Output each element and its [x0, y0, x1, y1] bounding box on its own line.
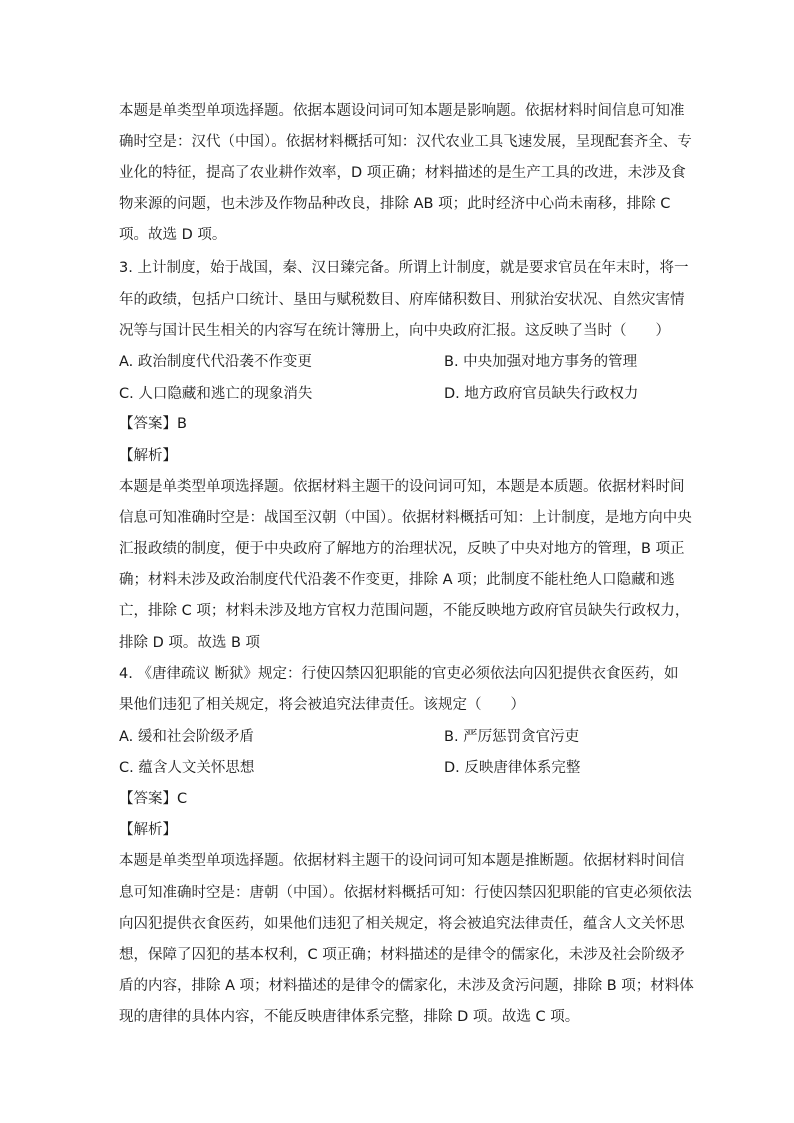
q3-stem-line-2: 年的政绩，包括户口统计、垦田与赋税数目、府库储积数目、刑狱治安状况、自然灾害情 [119, 292, 685, 308]
q2-analysis-line-3: 业化的特征，提高了农业耕作效率，D 项正确；材料描述的是生产工具的改进，未涉及食 [119, 165, 686, 181]
q4-option-d: D. 反映唐律体系完整 [444, 760, 581, 776]
q4-analysis-line-6: 现的唐律的具体内容，不能反映唐律体系完整，排除 D 项。故选 C 项。 [119, 1009, 580, 1025]
q3-stem-line-1: 3. 上计制度，始于战国，秦、汉日臻完备。所谓上计制度，就是要求官员在年末时，将一 [119, 260, 689, 276]
q4-analysis-label: 【解析】 [119, 822, 177, 838]
q4-analysis-line-2: 息可知准确时空是：唐朝（中国）。依据材料概括可知：行使囚禁囚犯职能的官吏必须依法 [119, 885, 692, 901]
q4-analysis-line-4: 想，保障了囚犯的基本权利，C 项正确；材料描述的是律令的儒家化，未涉及社会阶级矛 [119, 947, 685, 963]
q3-analysis-line-4: 确；材料未涉及政治制度代代沿袭不作变更，排除 A 项；此制度不能杜绝人口隐藏和逃 [119, 572, 675, 588]
q4-option-b: B. 严厉惩罚贪官污吏 [444, 729, 580, 745]
q4-stem-line-1: 4. 《唐律疏议 断狱》规定：行使囚禁囚犯职能的官吏必须依法向囚犯提供衣食医药，如 [119, 666, 679, 682]
q3-option-d: D. 地方政府官员缺失行政权力 [444, 386, 639, 402]
q2-analysis-line-4: 物来源的问题，也未涉及作物品种改良，排除 AB 项；此时经济中心尚未南移，排除 C [119, 196, 671, 212]
q3-analysis-line-6: 排除 D 项。故选 B 项 [119, 635, 261, 651]
q3-analysis-line-5: 亡，排除 C 项；材料未涉及地方官权力范围问题，不能反映地方政府官员缺失行政权力， [119, 603, 690, 619]
q3-analysis-line-2: 信息可知准确时空是：战国至汉朝（中国）。依据材料概括可知：上计制度，是地方向中央 [119, 510, 692, 526]
q4-analysis-line-1: 本题是单类型单项选择题。依据材料主题干的设问词可知本题是推断题。依据材料时间信 [119, 853, 685, 869]
q3-analysis-line-1: 本题是单类型单项选择题。依据材料主题干的设问词可知，本题是本质题。依据材料时间 [119, 479, 685, 495]
q4-analysis-line-3: 向囚犯提供衣食医药，如果他们违犯了相关规定，将会被追究法律责任，蕴含人文关怀思 [119, 916, 685, 932]
q3-option-a: A. 政治制度代代沿袭不作变更 [119, 354, 312, 370]
q4-answer: 【答案】C [119, 791, 188, 807]
q3-answer: 【答案】B [119, 416, 187, 432]
q3-option-c: C. 人口隐藏和逃亡的现象消失 [119, 386, 313, 402]
q2-analysis-line-2: 确时空是：汉代（中国）。依据材料概括可知：汉代农业工具飞速发展，呈现配套齐全、专 [119, 134, 692, 150]
q3-analysis-label: 【解析】 [119, 448, 177, 464]
q2-analysis-line-1: 本题是单类型单项选择题。依据本题设问词可知本题是影响题。依据材料时间信息可知准 [119, 103, 685, 119]
q3-analysis-line-3: 汇报政绩的制度，便于中央政府了解地方的治理状况，反映了中央对地方的管理，B 项正 [119, 541, 685, 557]
q3-option-b: B. 中央加强对地方事务的管理 [444, 354, 638, 370]
q3-stem-line-3: 况等与国计民生相关的内容写在统计簿册上，向中央政府汇报。这反映了当时（ ） [119, 323, 670, 339]
q2-analysis-line-5: 项。故选 D 项。 [119, 227, 227, 243]
q4-option-c: C. 蕴含人文关怀思想 [119, 760, 255, 776]
q4-option-a: A. 缓和社会阶级矛盾 [119, 729, 254, 745]
q4-stem-line-2: 果他们违犯了相关规定，将会被追究法律责任。该规定（ ） [119, 697, 525, 713]
q4-analysis-line-5: 盾的内容，排除 A 项；材料描述的是律令的儒家化，未涉及贪污问题，排除 B 项；材料体 [119, 978, 694, 994]
